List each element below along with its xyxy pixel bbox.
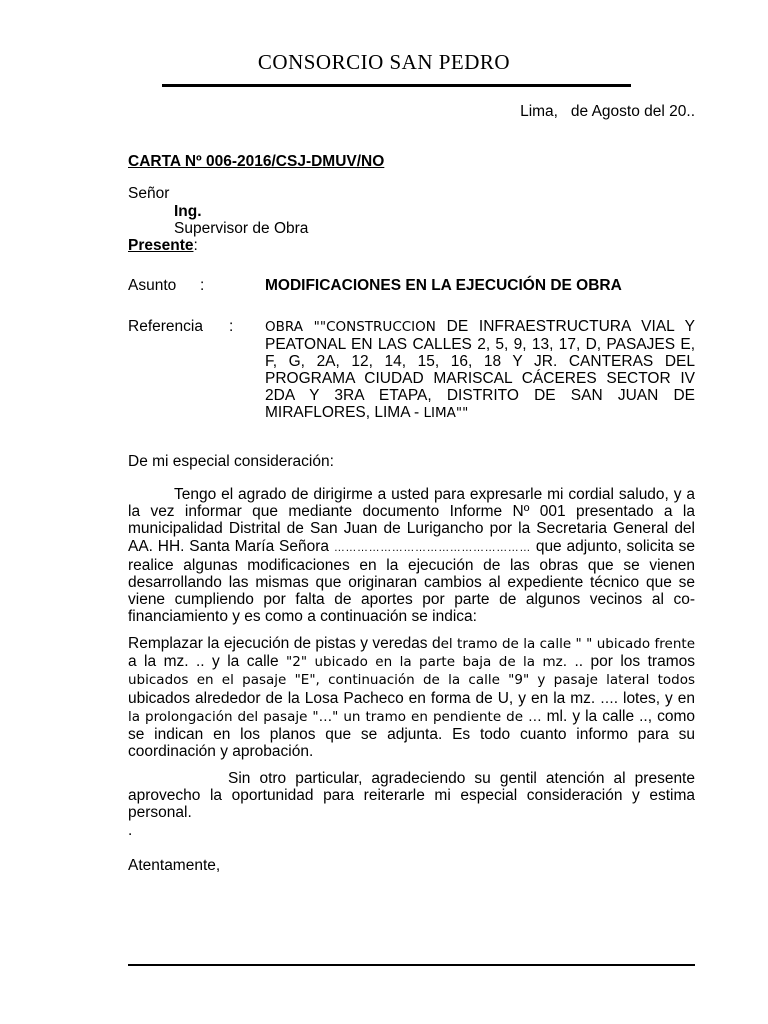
dot-line: . bbox=[128, 822, 133, 839]
p1-text-a: Tengo el agrado de dirigirme a usted para expresarle mi cordial saludo, y a la vez informar que mediante documento Informe Nº 001 presentado a la municipalidad Distrital de San Juan de Lurigancho por la Secretaria General del AA. HH. Santa María Señora bbox=[128, 486, 695, 555]
p2-text-i: . lotes, y en bbox=[613, 689, 696, 707]
p1-dots: …………………………………………… bbox=[333, 541, 532, 554]
reference-part-b: DE INFRAESTRUCTURA VIAL Y PEATONAL EN LAS CALLES 2, 5, 9, 13, 17, D, PASAJES E, F, G, 2A, 12, 14, 15, 16, 18 Y JR. CANTERAS DEL PROGRAMA CIUDAD MARISCAL CÁCERES SECTOR IV 2DA Y 3RA ETAPA, DISTRITO DE SAN JUAN DE MIRAFLORES, LIMA - bbox=[265, 318, 695, 421]
reference-part-c: LIMA"" bbox=[423, 405, 469, 421]
p1-text-b: que adjunto, solicita se realice algunas modificaciones en la ejecución de las obras que se vienen desarrollando las mismas que originaran cambios al expediente técnico que se viene cumpliendo por falta de aportes por parte de algunos vecinos al co-financiamiento y es como a continuación se indica: bbox=[128, 537, 695, 626]
p2-text-g: ubicados alrededor de la Losa Pacheco en forma de U, y en la mz. bbox=[128, 689, 601, 707]
subject-colon: : bbox=[200, 277, 205, 294]
p2-text-h: … bbox=[600, 690, 614, 707]
closing: Atentamente, bbox=[128, 857, 221, 874]
body-paragraph-1 bbox=[128, 486, 695, 626]
recipient-name: Ing. bbox=[174, 203, 202, 220]
date-line: Lima, de Agosto del 20.. bbox=[520, 103, 695, 120]
p2-text-e: .. por los tramos bbox=[567, 653, 695, 671]
reference-value bbox=[265, 318, 695, 422]
presente-colon: : bbox=[193, 237, 198, 254]
letter-number: CARTA Nº 006-2016/CSJ-DMUV/NO bbox=[128, 153, 385, 170]
p2-text-f: ubicados en el pasaje "E", continuación de la calle "9" y pasaje lateral todos bbox=[128, 672, 695, 689]
p2-text-k: ml. y la calle .., como se indican en los planos que se adjunta. Es todo cuanto informo para su coordinación y aprobación. bbox=[128, 707, 695, 761]
body-paragraph-2 bbox=[128, 635, 695, 760]
letterhead-title: CONSORCIO SAN PEDRO bbox=[257, 50, 511, 74]
letterhead-rule bbox=[162, 84, 631, 87]
signature-rule bbox=[128, 964, 695, 966]
recipient-presente bbox=[128, 237, 198, 255]
reference-colon: : bbox=[229, 318, 234, 335]
subject-value: MODIFICACIONES EN LA EJECUCIÓN DE OBRA bbox=[265, 277, 622, 294]
presente-label: Presente bbox=[128, 237, 194, 254]
p2-text-c: a la mz. .. y la calle bbox=[128, 653, 287, 671]
reference-label: Referencia bbox=[128, 318, 203, 335]
reference-part-a: OBRA ""CONSTRUCCION bbox=[265, 319, 436, 335]
greeting: De mi especial consideración: bbox=[128, 453, 334, 470]
p2-text-a: Remplazar la ejecución de pistas y veredas d bbox=[128, 635, 441, 652]
body-paragraph-3: Sin otro particular, agradeciendo su gentil atención al presente aprovecho la oportunidad para reiterarle mi especial consideración y estima personal. bbox=[128, 770, 695, 822]
recipient-salutation: Señor bbox=[128, 185, 170, 202]
p2-text-d: "2" ubicado en la parte baja de la mz. bbox=[286, 654, 568, 671]
subject-label: Asunto bbox=[128, 277, 177, 294]
recipient-role: Supervisor de Obra bbox=[174, 220, 309, 237]
p2-text-b: el tramo de la calle " " ubicado frente bbox=[440, 636, 695, 652]
p2-text-j: la prolongación del pasaje "…" un tramo en pendiente de … bbox=[128, 708, 542, 725]
